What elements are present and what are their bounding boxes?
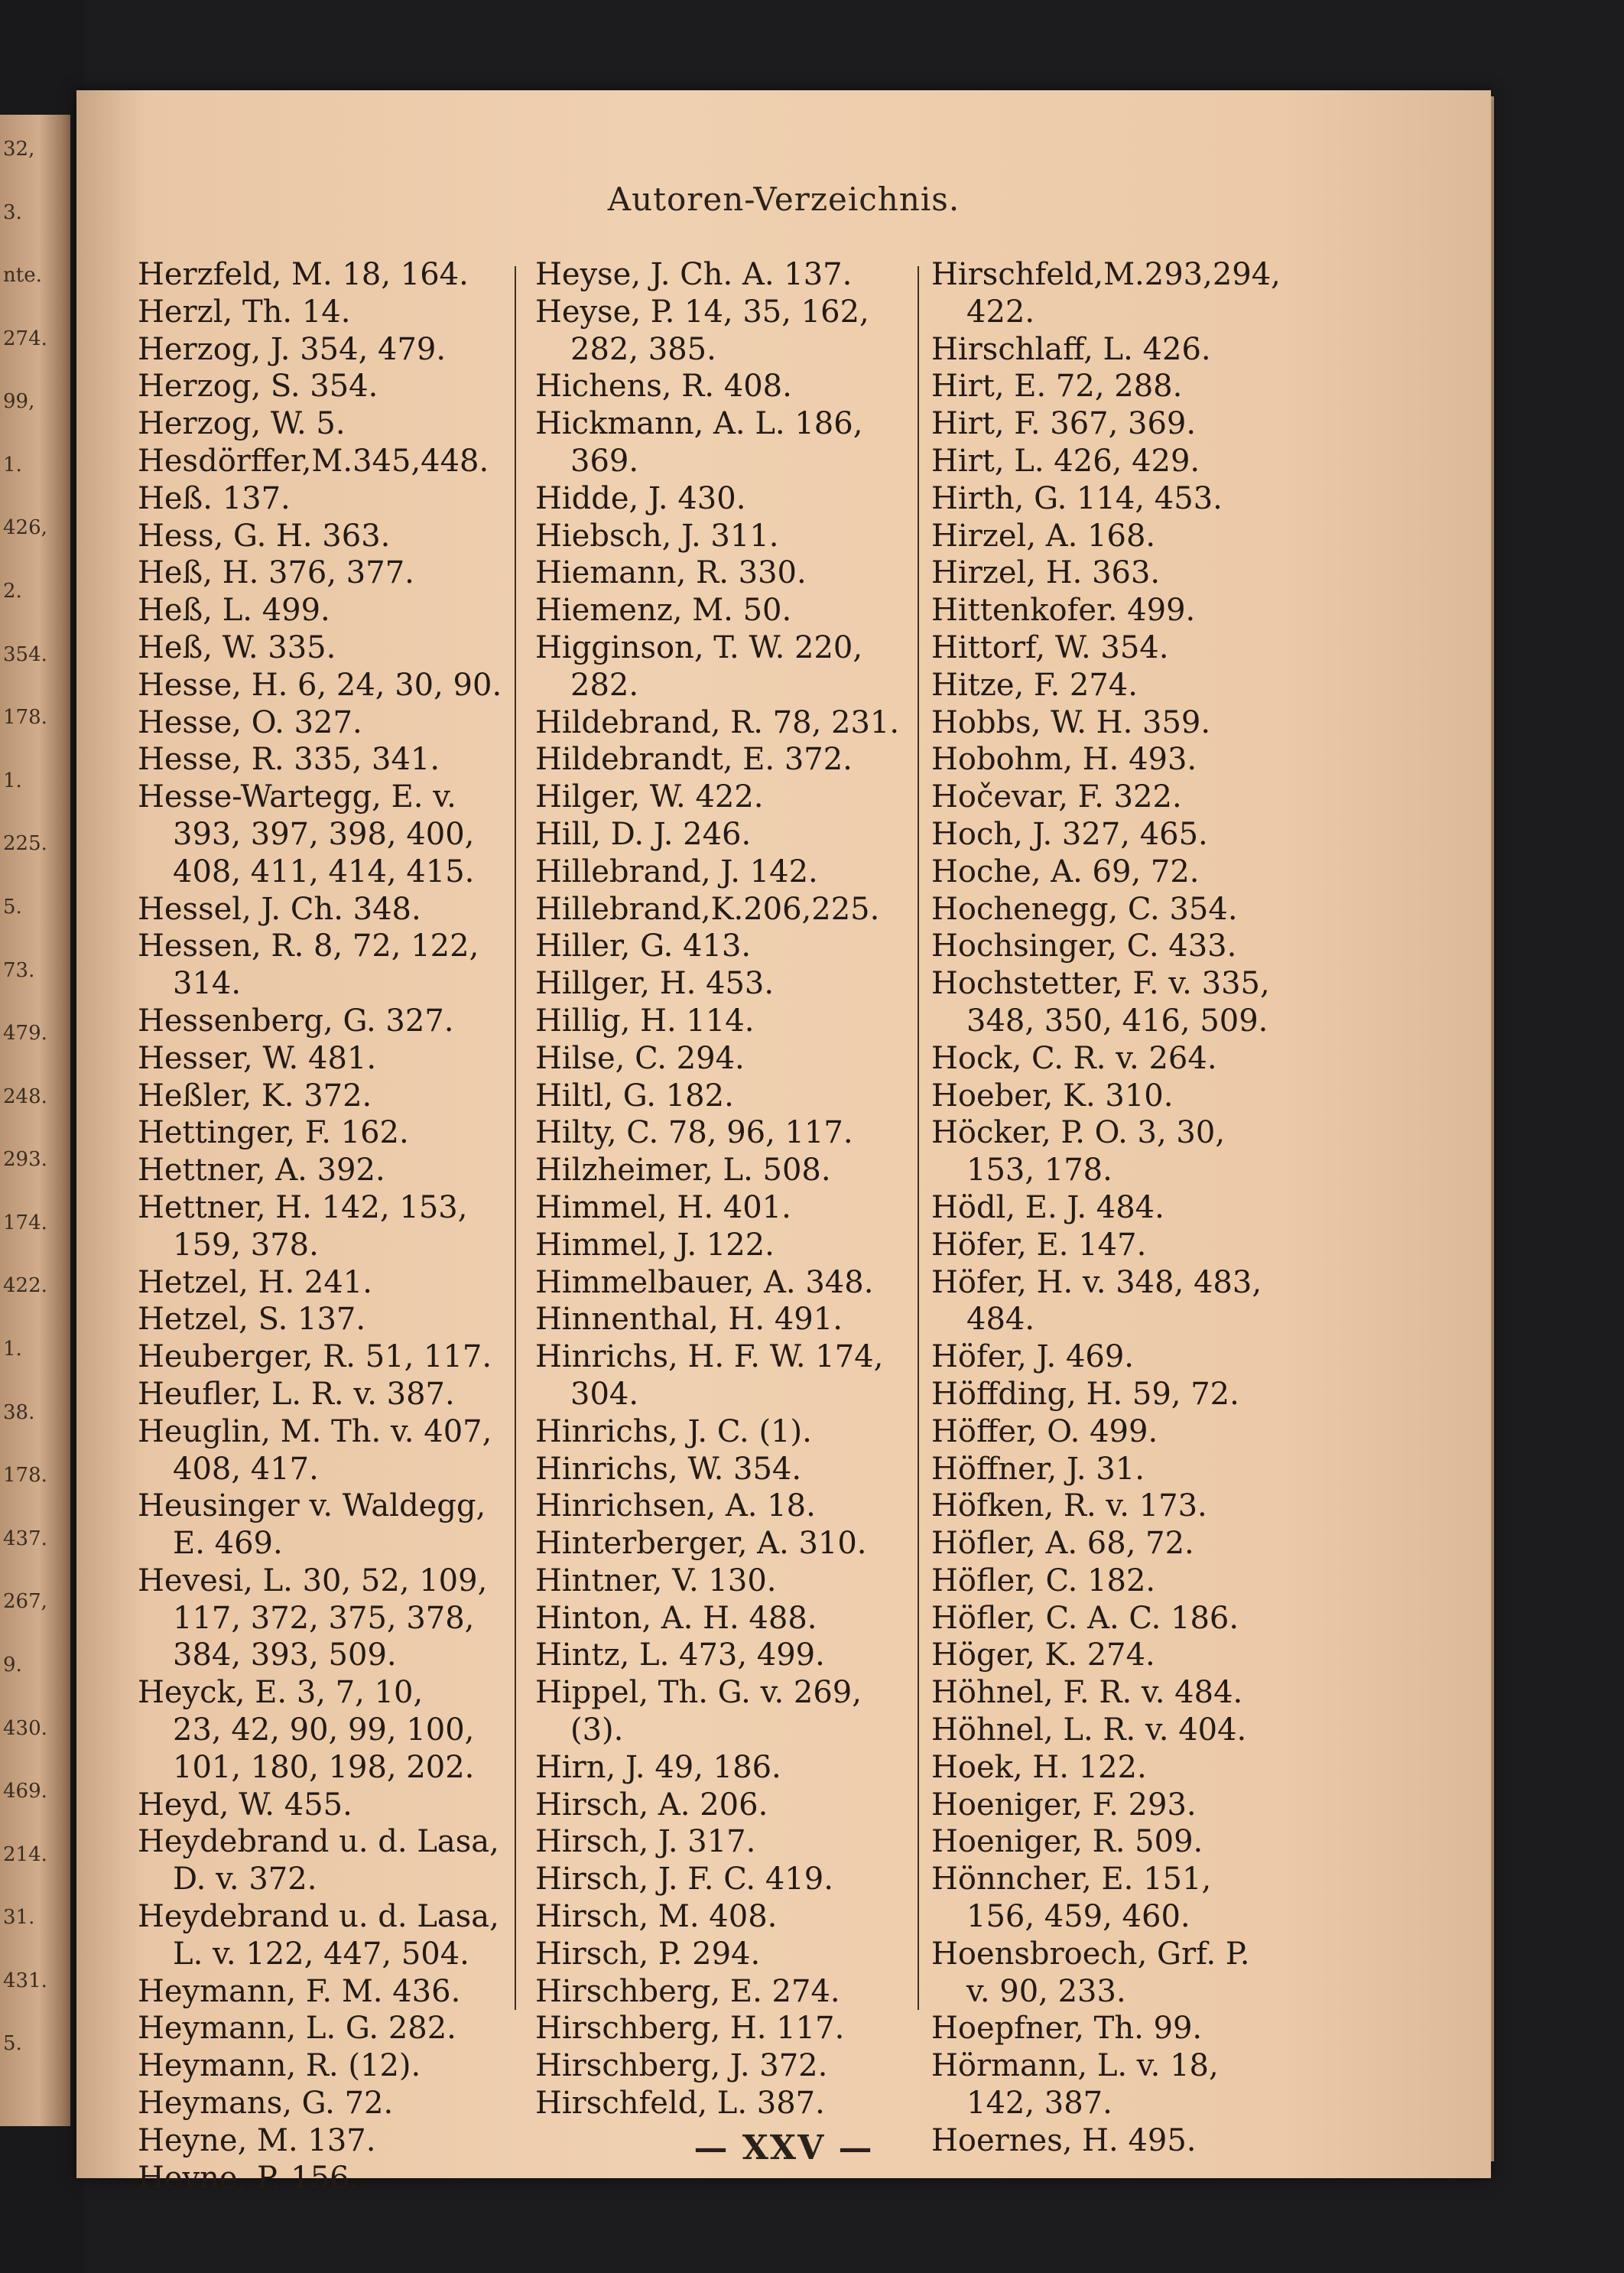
index-entry-line: Hittorf, W. 354.: [931, 629, 1169, 665]
previous-page-fragment: 178.: [3, 706, 47, 730]
index-entry-line: Herzl, Th. 14.: [138, 294, 351, 330]
index-entry-line: Hoensbroech, Grf. P.: [931, 1936, 1250, 1972]
previous-page-fragment: 431.: [3, 1969, 47, 1992]
previous-page-fragment: 32,: [3, 138, 35, 161]
previous-page-fragment: 178.: [3, 1464, 47, 1488]
index-entry-line: (3).: [570, 1712, 624, 1748]
previous-page-fragment: 422.: [3, 1274, 47, 1298]
index-entry-line: Hess, G. H. 363.: [138, 518, 391, 554]
index-entry-line: v. 90, 233.: [966, 1973, 1126, 2009]
index-entry-line: 304.: [570, 1376, 639, 1412]
index-entry-line: Hillger, H. 453.: [535, 966, 775, 1002]
index-entry-line: Hirzel, H. 363.: [931, 555, 1161, 591]
index-entry-line: Hönncher, E. 151,: [931, 1862, 1212, 1897]
column-divider: [515, 266, 516, 2010]
index-entry-line: Hirschlaff, L. 426.: [931, 331, 1211, 367]
index-column-2: [535, 256, 979, 2122]
index-entry-line: Heyse, J. Ch. A. 137.: [535, 257, 853, 292]
index-entry-line: Hiltl, G. 182.: [535, 1078, 734, 1114]
index-entry-line: Hiller, G. 413.: [535, 928, 752, 964]
previous-page-fragment: 1.: [3, 1338, 22, 1361]
previous-page-fragment: 248.: [3, 1084, 47, 1108]
previous-page-fragment: 99,: [3, 390, 35, 414]
index-entry-line: Hetzel, S. 137.: [138, 1302, 366, 1338]
index-entry-line: Hilzheimer, L. 508.: [535, 1153, 831, 1189]
index-entry-line: Herzfeld, M. 18, 164.: [138, 257, 469, 292]
index-entry-line: Herzog, W. 5.: [138, 406, 346, 442]
index-entry-line: Heß, W. 335.: [138, 629, 336, 665]
index-entry-line: Hirt, E. 72, 288.: [931, 369, 1183, 405]
previous-page-fragment: 31.: [3, 1906, 35, 1930]
previous-page-fragment: nte.: [3, 264, 42, 288]
index-entry-line: Hoch, J. 327, 465.: [931, 816, 1208, 852]
index-entry-line: Heuglin, M. Th. v. 407,: [138, 1413, 492, 1449]
index-entry-line: Hörmann, L. v. 18,: [931, 2048, 1219, 2084]
index-entry-line: Hirsch, M. 408.: [535, 1899, 778, 1935]
index-entry-line: Hettinger, F. 162.: [138, 1115, 409, 1151]
index-entry-line: Hessel, J. Ch. 348.: [138, 891, 421, 927]
index-entry-line: Höhnel, L. R. v. 404.: [931, 1712, 1247, 1748]
index-entry-line: Himmelbauer, A. 348.: [535, 1264, 874, 1300]
index-entry-line: Hock, C. R. v. 264.: [931, 1040, 1217, 1076]
index-entry-line: Herzog, J. 354, 479.: [138, 331, 447, 367]
index-entry-line: Hilty, C. 78, 96, 117.: [535, 1115, 853, 1151]
index-entry-line: Hiemenz, M. 50.: [535, 593, 792, 629]
index-entry-line: Heyne, P. 156.: [138, 2160, 359, 2196]
index-entry-line: 393, 397, 398, 400,: [173, 816, 475, 852]
index-entry-line: Hochenegg, C. 354.: [931, 891, 1238, 927]
previous-page-edge: [0, 115, 70, 2126]
index-entry-line: 282, 385.: [570, 331, 716, 367]
index-entry-line: Hoeber, K. 310.: [931, 1078, 1174, 1114]
index-entry-line: Hilse, C. 294.: [535, 1040, 745, 1076]
index-entry-line: Hintz, L. 473, 499.: [535, 1637, 825, 1673]
index-entry-line: Hobbs, W. H. 359.: [931, 704, 1211, 740]
index-entry-line: Hirt, L. 426, 429.: [931, 443, 1200, 479]
index-entry-line: Hirsch, J. F. C. 419.: [535, 1862, 833, 1897]
index-entry-line: Heyck, E. 3, 7, 10,: [138, 1675, 424, 1711]
index-entry-line: Himmel, H. 401.: [535, 1189, 791, 1225]
index-entry-line: Heymans, G. 72.: [138, 2086, 394, 2122]
index-entry-line: L. v. 122, 447, 504.: [173, 1936, 469, 1972]
index-entry-line: D. v. 372.: [173, 1862, 317, 1897]
index-entry-line: 369.: [570, 443, 639, 479]
previous-page-fragment: 214.: [3, 1842, 47, 1866]
index-entry-line: Higginson, T. W. 220,: [535, 629, 863, 665]
index-entry-line: Hinrichs, H. F. W. 174,: [535, 1339, 884, 1375]
index-entry-line: Heydebrand u. d. Lasa,: [138, 1824, 499, 1860]
index-entry-line: Heyse, P. 14, 35, 162,: [535, 294, 869, 330]
index-entry-line: Höhnel, F. R. v. 484.: [931, 1675, 1243, 1711]
index-entry-line: Höfer, H. v. 348, 483,: [931, 1264, 1262, 1300]
index-entry-line: Hillig, H. 114.: [535, 1003, 755, 1039]
index-entry-line: Hill, D. J. 246.: [535, 816, 752, 852]
index-entry-line: 314.: [173, 966, 242, 1002]
index-entry-line: 348, 350, 416, 509.: [966, 1003, 1268, 1039]
index-entry-line: Hintner, V. 130.: [535, 1562, 777, 1598]
previous-page-fragment: 479.: [3, 1022, 47, 1045]
previous-page-fragment: 354.: [3, 642, 47, 666]
index-entry-line: Hinrichs, J. C. (1).: [535, 1413, 812, 1449]
index-entry-line: Hoche, A. 69, 72.: [931, 854, 1200, 889]
index-entry-line: 159, 378.: [173, 1227, 319, 1263]
index-entry-line: Hochstetter, F. v. 335,: [931, 966, 1270, 1002]
index-entry-line: 384, 393, 509.: [173, 1637, 397, 1673]
index-entry-line: Heyne, M. 137.: [138, 2122, 376, 2158]
index-entry-line: Hoeniger, F. 293.: [931, 1787, 1197, 1823]
book-page: [76, 90, 1491, 2196]
index-entry-line: 23, 42, 90, 99, 100,: [173, 1712, 475, 1748]
index-entry-line: Hirschberg, H. 117.: [535, 2011, 845, 2047]
index-entry-line: Hinrichs, W. 354.: [535, 1451, 802, 1487]
index-entry-line: Heusinger v. Waldegg,: [138, 1488, 486, 1524]
index-entry-line: Höfler, C. A. C. 186.: [931, 1600, 1239, 1636]
index-entry-line: Höfler, C. 182.: [931, 1562, 1156, 1598]
previous-page-fragment: 267,: [3, 1590, 47, 1614]
column-divider: [918, 266, 919, 2010]
index-entry-line: Hessenberg, G. 327.: [138, 1003, 454, 1039]
index-entry-line: Hettner, H. 142, 153,: [138, 1189, 468, 1225]
index-entry-line: Hesse, H. 6, 24, 30, 90.: [138, 667, 502, 703]
index-entry-line: Himmel, J. 122.: [535, 1227, 775, 1263]
index-entry-line: Hichens, R. 408.: [535, 369, 792, 405]
index-entry-line: Hessen, R. 8, 72, 122,: [138, 928, 479, 964]
index-entry-line: Höger, K. 274.: [931, 1637, 1155, 1673]
index-entry-line: Hirn, J. 49, 186.: [535, 1749, 781, 1785]
previous-page-fragment: 174.: [3, 1211, 47, 1234]
index-entry-line: Hiebsch, J. 311.: [535, 518, 779, 554]
index-entry-line: Hirt, F. 367, 369.: [931, 406, 1197, 442]
index-entry-line: Heymann, F. M. 436.: [138, 1973, 461, 2009]
index-entry-line: Heymann, L. G. 282.: [138, 2011, 456, 2047]
page-header: Autoren-Verzeichnis.: [607, 180, 960, 218]
index-entry-line: Hobohm, H. 493.: [931, 742, 1197, 778]
previous-page-fragment: 426,: [3, 516, 47, 540]
index-entry-line: Hesser, W. 481.: [138, 1040, 377, 1076]
index-entry-line: Hildebrandt, E. 372.: [535, 742, 853, 778]
index-entry-line: Hoek, H. 122.: [931, 1749, 1147, 1785]
previous-page-fragment: 293.: [3, 1148, 47, 1172]
previous-page-fragment: 3.: [3, 200, 22, 224]
index-entry-line: Heymann, R. (12).: [138, 2048, 421, 2084]
index-entry-line: Hinterberger, A. 310.: [535, 1526, 867, 1562]
index-entry-line: Hesdörffer,M.345,448.: [138, 443, 489, 479]
previous-page-fragment: 5.: [3, 2032, 22, 2056]
previous-page-fragment: 469.: [3, 1780, 47, 1803]
previous-page-fragment: 437.: [3, 1527, 47, 1550]
index-entry-line: Hickmann, A. L. 186,: [535, 406, 863, 442]
previous-page-fragment: 1.: [3, 769, 22, 792]
index-entry-line: 408, 411, 414, 415.: [173, 854, 475, 889]
index-entry-line: Hinnenthal, H. 491.: [535, 1302, 843, 1338]
previous-page-fragment: 5.: [3, 895, 22, 919]
index-entry-line: 282.: [570, 667, 639, 703]
index-entry-line: Herzog, S. 354.: [138, 369, 378, 405]
index-entry-line: 101, 180, 198, 202.: [173, 1749, 475, 1785]
index-entry-line: Höfer, E. 147.: [931, 1227, 1147, 1263]
index-entry-line: Höffer, O. 499.: [931, 1413, 1158, 1449]
index-entry-line: Hildebrand, R. 78, 231.: [535, 704, 900, 740]
index-entry-line: Hirschberg, J. 372.: [535, 2048, 828, 2084]
index-entry-line: Hirsch, A. 206.: [535, 1787, 768, 1823]
index-entry-line: Hevesi, L. 30, 52, 109,: [138, 1562, 488, 1598]
index-entry-line: Heß, L. 499.: [138, 593, 330, 629]
index-entry-line: Hillebrand,K.206,225.: [535, 891, 880, 927]
index-entry-line: Hitze, F. 274.: [931, 667, 1138, 703]
index-entry-line: Hirschfeld, L. 387.: [535, 2086, 825, 2122]
index-entry-line: Heßler, K. 372.: [138, 1078, 372, 1114]
index-entry-line: Hochsinger, C. 433.: [931, 928, 1237, 964]
index-entry-line: Hirth, G. 114, 453.: [931, 480, 1223, 516]
index-entry-line: 153, 178.: [966, 1153, 1112, 1189]
index-entry-line: Hoernes, H. 495.: [931, 2122, 1197, 2158]
index-entry-line: Hittenkofer. 499.: [931, 593, 1196, 629]
index-entry-line: Hidde, J. 430.: [535, 480, 746, 516]
index-entry-line: 422.: [966, 294, 1035, 330]
index-entry-line: Höfler, A. 68, 72.: [931, 1526, 1194, 1562]
index-entry-line: E. 469.: [173, 1526, 283, 1562]
index-entry-line: Hippel, Th. G. v. 269,: [535, 1675, 862, 1711]
index-entry-line: Hetzel, H. 241.: [138, 1264, 372, 1300]
index-entry-line: Heyd, W. 455.: [138, 1787, 352, 1823]
previous-page-fragment: 2.: [3, 580, 22, 603]
previous-page-fragment: 430.: [3, 1716, 47, 1740]
previous-page-fragment: 38.: [3, 1400, 35, 1424]
index-entry-line: 156, 459, 460.: [966, 1899, 1190, 1935]
index-entry-line: 484.: [966, 1302, 1035, 1338]
index-entry-line: Höcker, P. O. 3, 30,: [931, 1115, 1226, 1151]
index-entry-line: 408, 417.: [173, 1451, 319, 1487]
index-entry-line: Hirsch, P. 294.: [535, 1936, 761, 1972]
previous-page-fragment: 1.: [3, 453, 22, 476]
previous-page-fragment: 73.: [3, 958, 35, 982]
index-entry-line: 117, 372, 375, 378,: [173, 1600, 475, 1636]
index-entry-line: Heufler, L. R. v. 387.: [138, 1376, 455, 1412]
previous-page-fragment: 225.: [3, 832, 47, 856]
index-entry-line: Höfer, J. 469.: [931, 1339, 1135, 1375]
previous-page-fragment: 9.: [3, 1653, 22, 1676]
index-entry-line: 142, 387.: [966, 2086, 1112, 2122]
index-entry-line: Hirschfeld,M.293,294,: [931, 257, 1281, 292]
index-entry-line: Hinrichsen, A. 18.: [535, 1488, 816, 1524]
index-entry-line: Heß. 137.: [138, 480, 291, 516]
index-column-3: [931, 256, 1421, 2160]
index-entry-line: Hirsch, J. 317.: [535, 1824, 756, 1860]
index-entry-line: Hiemann, R. 330.: [535, 555, 807, 591]
index-entry-line: Hirzel, A. 168.: [931, 518, 1156, 554]
index-entry-line: Hirschberg, E. 274.: [535, 1973, 840, 2009]
index-entry-line: Höffding, H. 59, 72.: [931, 1376, 1239, 1412]
index-entry-line: Hinton, A. H. 488.: [535, 1600, 817, 1636]
index-entry-line: Höfken, R. v. 173.: [931, 1488, 1207, 1524]
index-entry-line: Heuberger, R. 51, 117.: [138, 1339, 492, 1375]
index-entry-line: Hödl, E. J. 484.: [931, 1189, 1164, 1225]
index-entry-line: Hillebrand, J. 142.: [535, 854, 818, 889]
index-entry-line: Hesse, O. 327.: [138, 704, 362, 740]
index-entry-line: Hettner, A. 392.: [138, 1153, 385, 1189]
index-entry-line: Hoepfner, Th. 99.: [931, 2011, 1203, 2047]
index-entry-line: Hesse, R. 335, 341.: [138, 742, 440, 778]
index-entry-line: Heß, H. 376, 377.: [138, 555, 414, 591]
index-column-1: [138, 256, 566, 2197]
index-entry-line: Heydebrand u. d. Lasa,: [138, 1899, 499, 1935]
index-entry-line: Hesse-Wartegg, E. v.: [138, 779, 456, 815]
page-number: — XXV —: [693, 2128, 874, 2167]
previous-page-fragment: 274.: [3, 327, 47, 350]
index-entry-line: Hilger, W. 422.: [535, 779, 764, 815]
index-entry-line: Hoeniger, R. 509.: [931, 1824, 1203, 1860]
index-entry-line: Hočevar, F. 322.: [931, 779, 1182, 815]
index-entry-line: Höffner, J. 31.: [931, 1451, 1145, 1487]
